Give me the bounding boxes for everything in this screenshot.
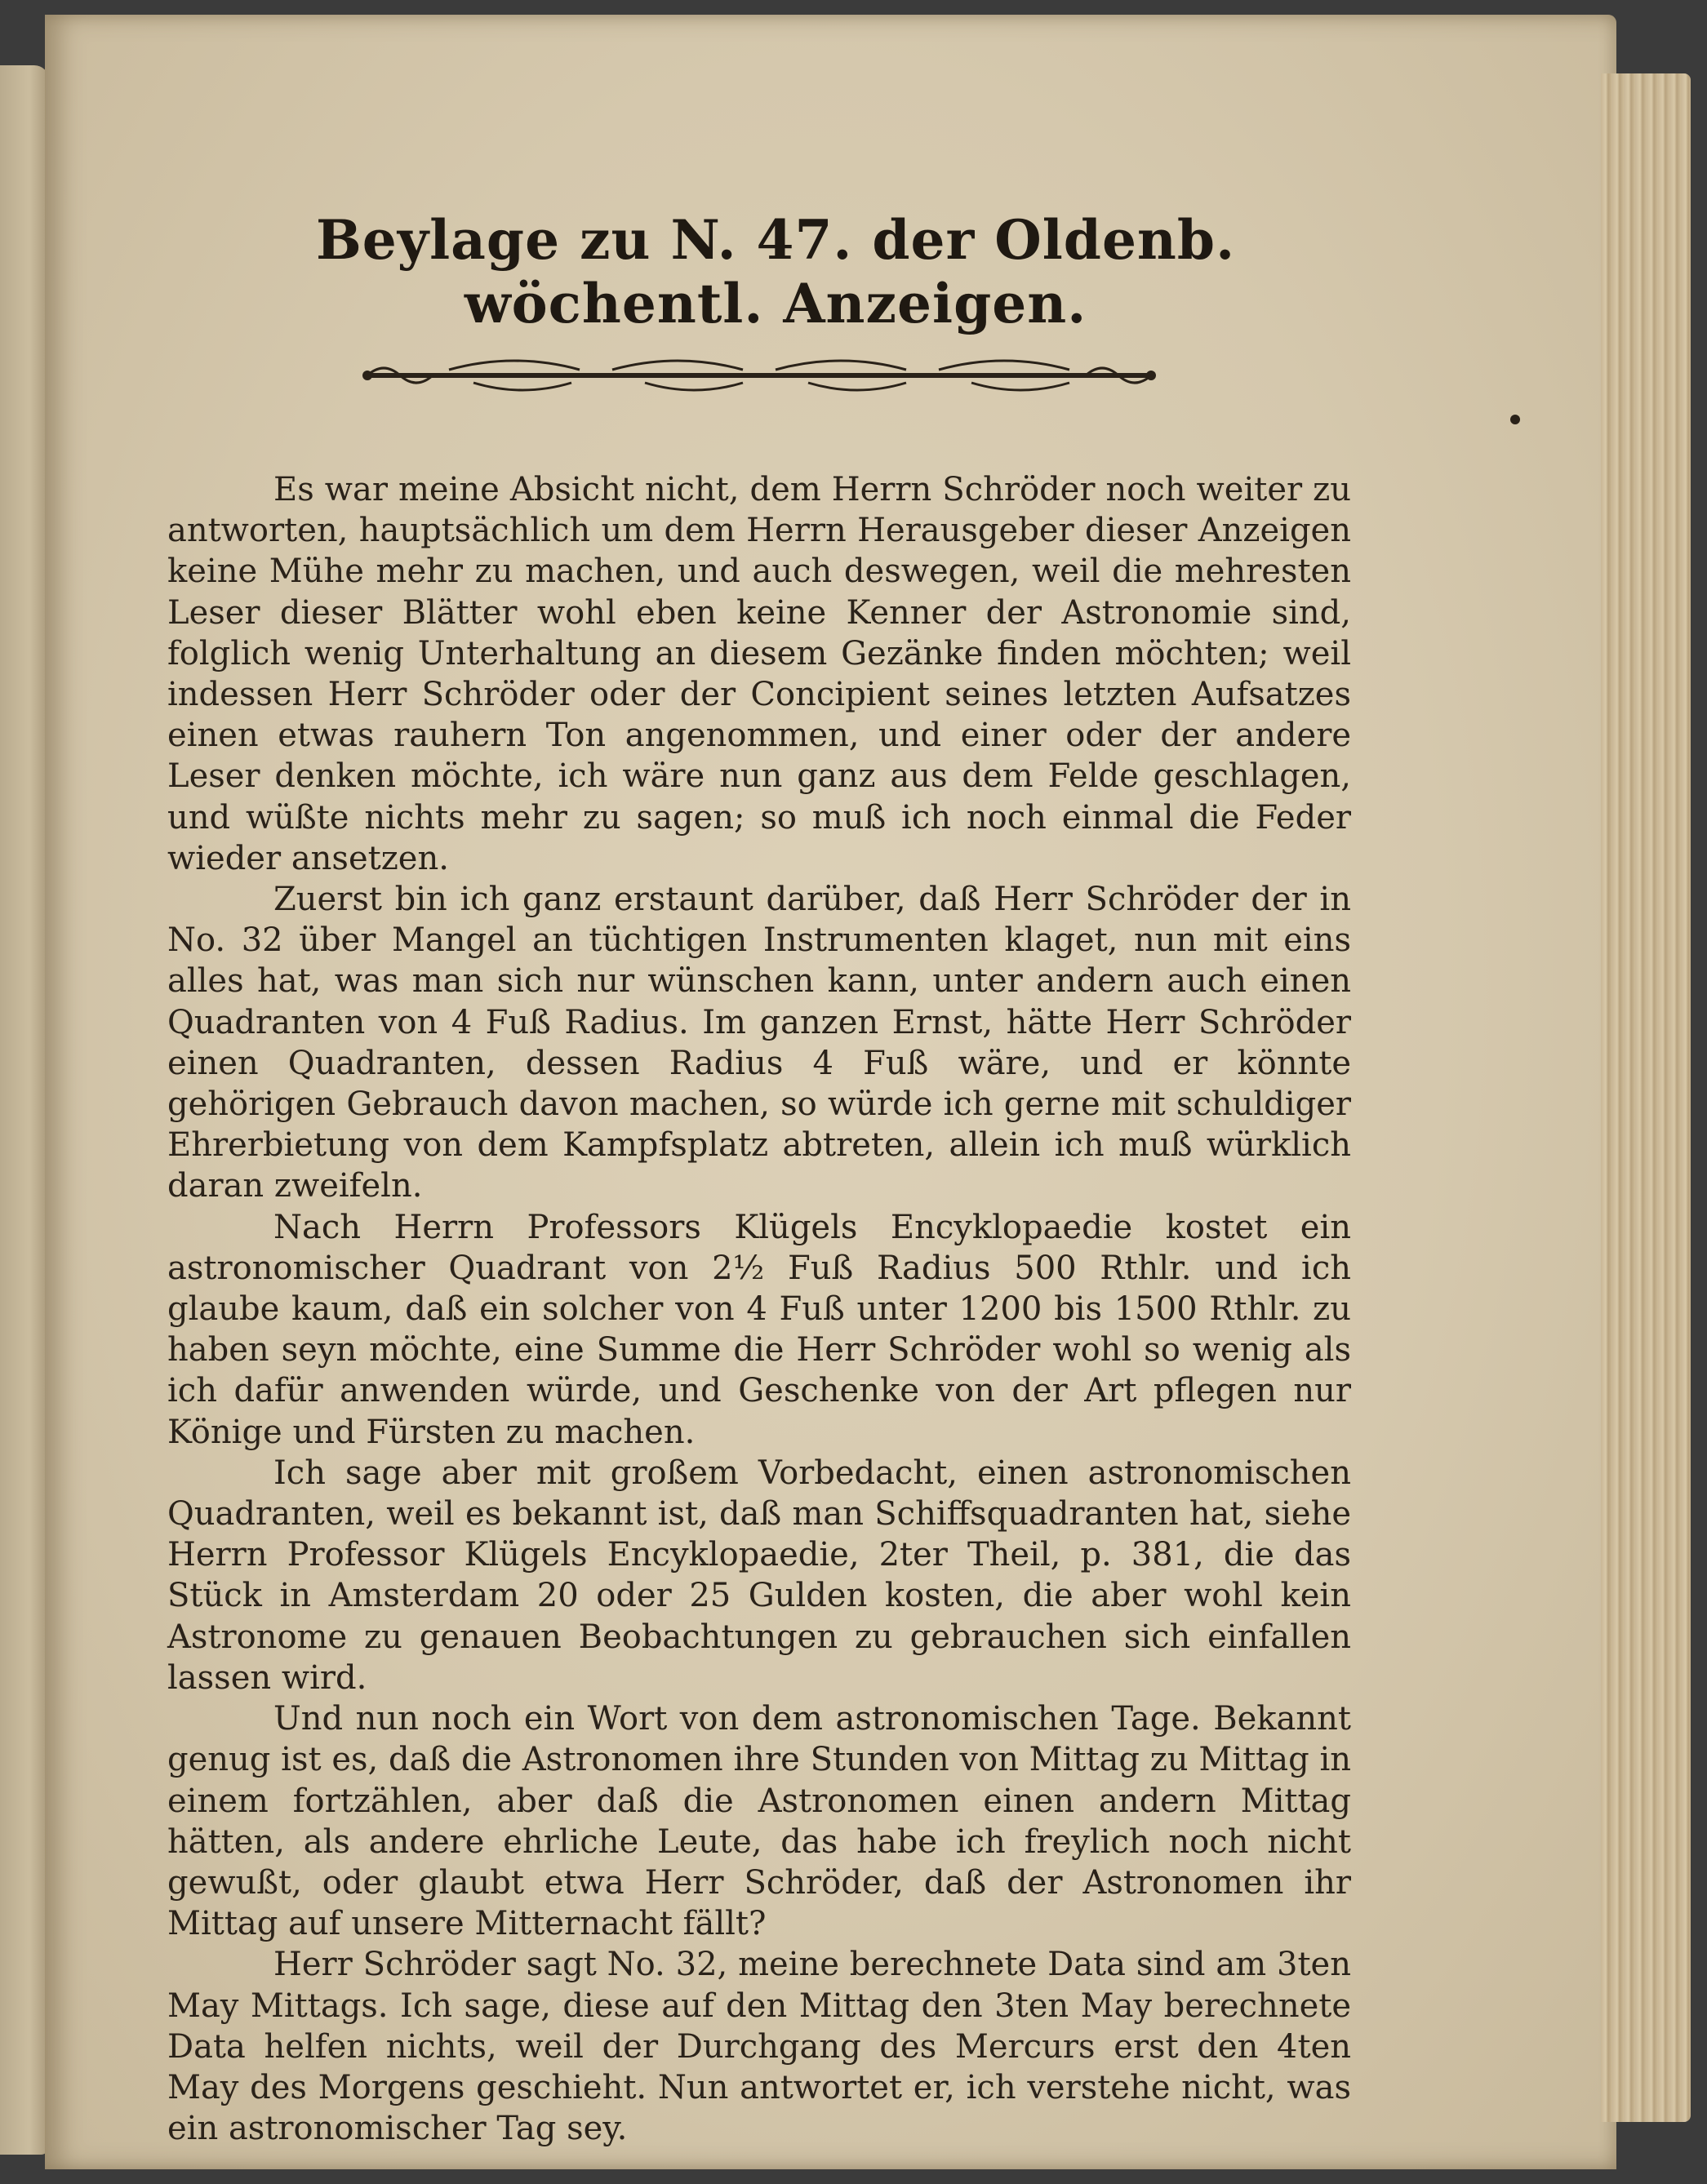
left-page-edge <box>0 65 49 2155</box>
page-edges <box>1601 73 1691 2122</box>
page-title: Beylage zu N. 47. der Oldenb. wöchentl. Anzeigen. <box>315 208 1236 335</box>
paragraph: Herr Schröder sagt No. 32, meine berechnete Data sind am 3ten May Mittags. Ich sage, diese auf den Mittag den 3ten May berechnete Data helfen nichts, weil der Durchgang des Mercurs erst den 4ten May des Morgens geschieht. Nun antwortet er, ich verstehe nicht, was ein astronomischer Tag sey. <box>167 1946 1351 2148</box>
paragraph: Zuerst bin ich ganz erstaunt darüber, daß Herr Schröder der in No. 32 über Mangel an tüchtigen Instrumenten klaget, nun mit eins alles hat, was man sich nur wünschen kann, unter andern auch einen Quadranten von 4 Fuß Radius. Im ganzen Ernst, hätte Herr Schröder einen Quadranten, dessen Radius 4 Fuß wäre, und er könnte gehörigen Gebrauch davon machen, so würde ich gerne mit schuldiger Ehrerbietung von dem Kampfsplatz abtreten, allein ich muß würklich daran zweifeln. <box>167 881 1351 1205</box>
paragraph: Nach Herrn Professors Klügels Encyklopaedie kostet ein astronomischer Quadrant von 2½ Fuß Radius 500 Rthlr. und ich glaube kaum, daß ein solcher von 4 Fuß unter 1200 bis 1500 Rthlr. zu haben seyn möchte, eine Summe die Herr Schröder wohl so wenig als ich dafür anwenden würde, und Geschenke von der Art pflegen nur Könige und Fürsten zu machen. <box>167 1208 1351 1451</box>
article-body <box>167 469 1351 2149</box>
paragraph: Ich sage aber mit großem Vorbedacht, einen astronomischen Quadranten, weil es bekannt ist, daß man Schiffsquadranten hat, siehe Herrn Professor Klügels Encyklopaedie, 2ter Theil, p. 381, die das Stück in Amsterdam 20 oder 25 Gulden kosten, die aber wohl kein Astronome zu genauen Beobachtungen zu gebrauchen sich einfallen lassen wird. <box>167 1454 1351 1697</box>
decorative-divider <box>351 347 1167 404</box>
ink-dot <box>1510 415 1520 424</box>
paragraph: Es war meine Absicht nicht, dem Herrn Schröder noch weiter zu antworten, hauptsächlich um dem Herrn Herausgeber dieser Anzeigen keine Mühe mehr zu machen, und auch deswegen, weil die mehresten Leser dieser Blätter wohl eben keine Kenner der Astronomie sind, folglich wenig Unterhaltung an diesem Gezänke finden möchten; weil indessen Herr Schröder oder der Concipient seines letzten Aufsatzes einen etwas rauhern Ton angenommen, und einer oder der andere Leser denken möchte, ich wäre nun ganz aus dem Felde geschlagen, und wüßte nichts mehr zu sagen; so muß ich noch einmal die Feder wieder ansetzen. <box>167 471 1351 877</box>
paragraph: Und nun noch ein Wort von dem astronomischen Tage. Bekannt genug ist es, daß die Astronomen ihre Stunden von Mittag zu Mittag in einem fortzählen, aber daß die Astronomen einen andern Mittag hätten, als andere ehrliche Leute, das habe ich freylich noch nicht gewußt, oder glaubt etwa Herr Schröder, daß der Astronomen ihr Mittag auf unsere Mitternacht fällt? <box>167 1700 1351 1943</box>
